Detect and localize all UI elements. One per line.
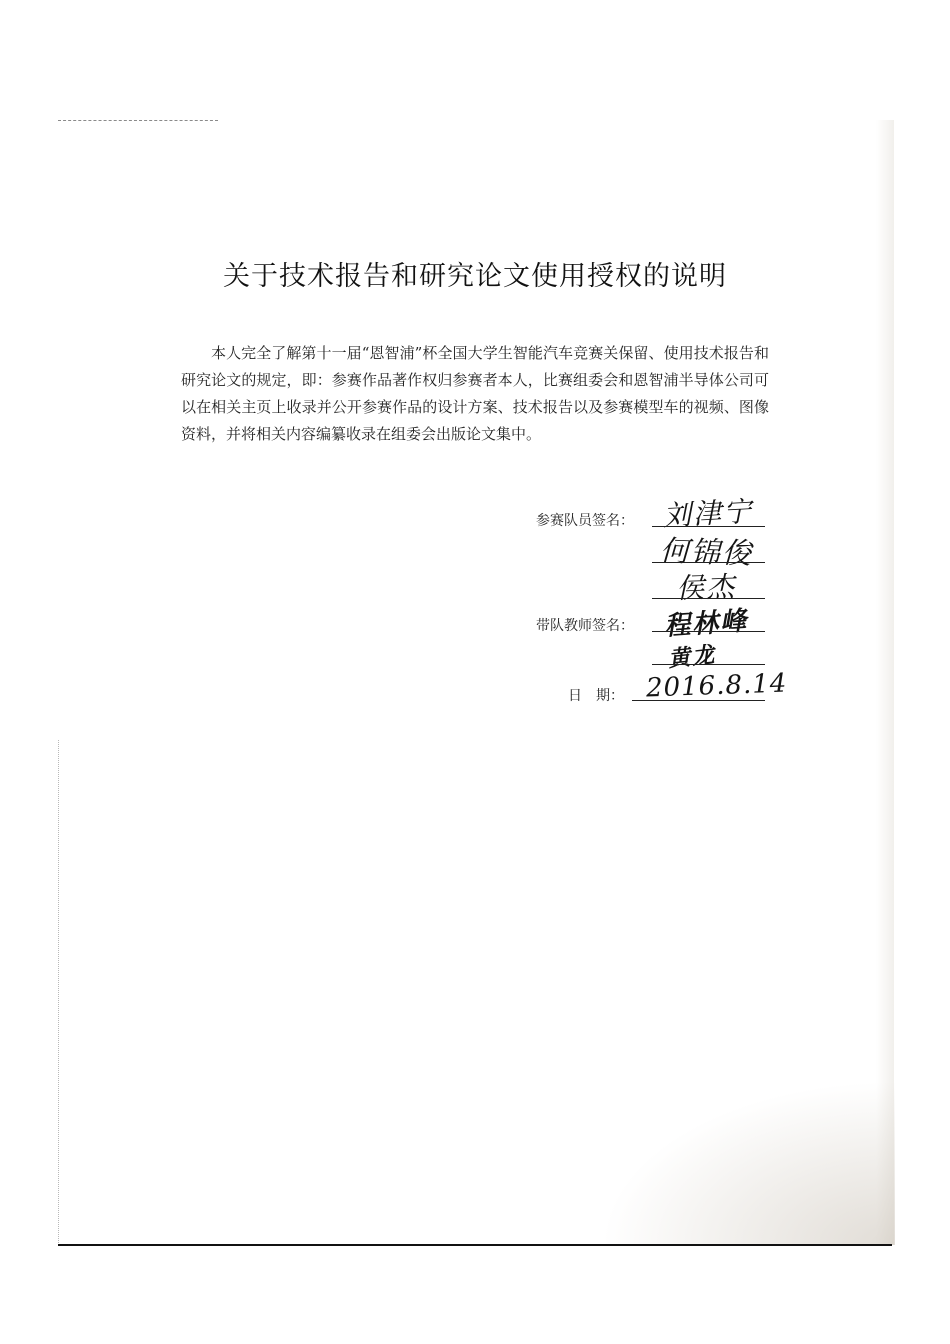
handwritten-date: 2016.8.14 [645,668,788,704]
handwritten-signature: 何锦俊 [659,533,754,571]
scan-artifact-corner-shadow [600,1080,895,1245]
handwritten-signature: 程林峰 [663,606,750,642]
document-title: 关于技术报告和研究论文使用授权的说明 [223,261,727,292]
team-signature-label: 参赛队员签名： [536,513,634,529]
teacher-signature-label: 带队教师签名： [536,618,634,634]
team-signature-line [652,526,765,527]
handwritten-signature: 黄龙 [666,641,718,673]
teacher-signature-line [652,631,765,632]
handwritten-signature: 侯杰 [675,569,737,606]
teacher-signature-line [652,664,765,665]
scan-artifact-left-edge [58,740,59,1245]
date-label: 日 期： [568,688,624,704]
authorization-statement: 本人完全了解第十一届“恩智浦”杯全国大学生智能汽车竞赛关保留、使用技术报告和研究论文的规定，即：参赛作品著作权归参赛者本人，比赛组委会和恩智浦半导体公司可以在相关主页上收录并公开参赛作品的设计方案、技术报告以及参赛模型车的视频、图像资料，并将相关内容编纂收录在组委会出版论文集中。 [181,344,769,443]
scan-artifact-top-line [58,120,218,121]
scan-artifact-bottom-edge [58,1244,892,1246]
handwritten-signature: 刘津宁 [662,494,754,533]
team-signature-line [652,562,765,563]
team-signature-line [652,598,765,599]
date-line [632,700,765,701]
